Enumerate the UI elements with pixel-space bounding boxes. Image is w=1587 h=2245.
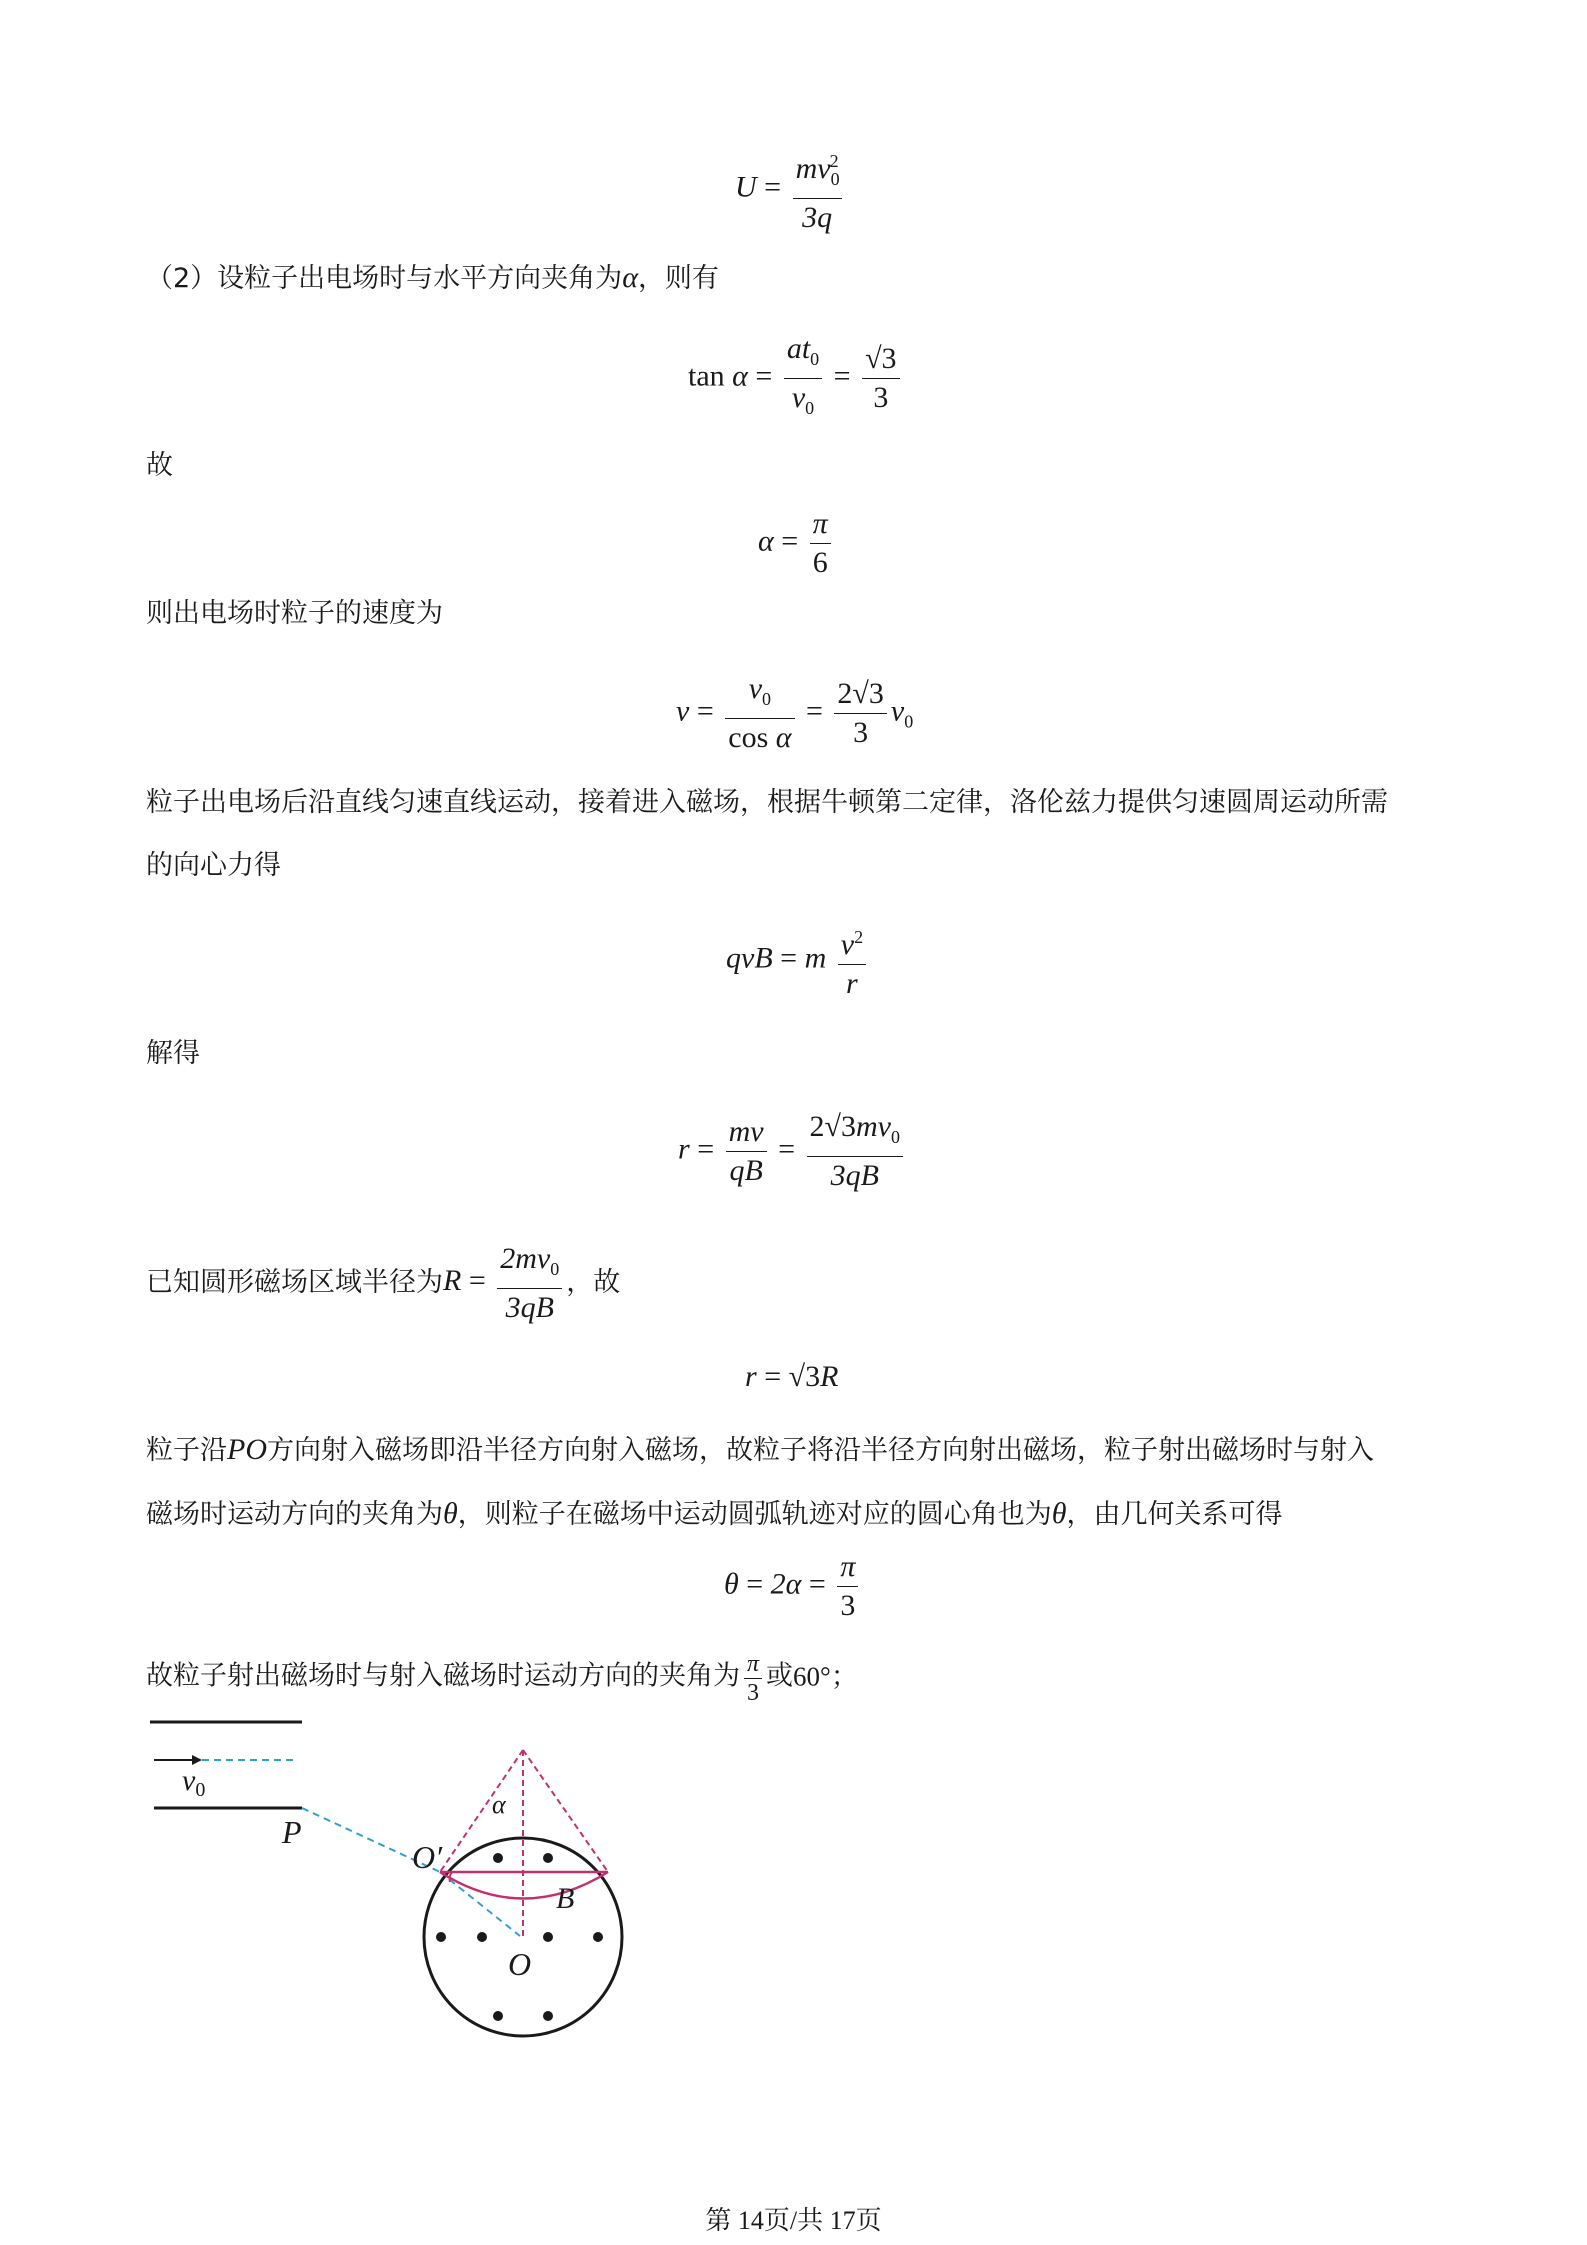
construction-dashed-left [440, 1750, 523, 1872]
paragraph-known-R: 已知圆形磁场区域半径为R = $\frac{2mv_0}{3qB}$ ，故 [146, 1242, 621, 1324]
equation-theta: θ = 2α = $\frac{\pi}{3}$ [724, 1548, 862, 1625]
label-O-prime: O′ [412, 1839, 443, 1875]
label-v0: $v_0$ [182, 1764, 206, 1801]
label-P: P [282, 1814, 302, 1850]
paragraph-therefore-1: 故 [146, 450, 173, 481]
paragraph-velocity-intro: 则出电场时粒子的速度为 [146, 598, 443, 629]
label-B: B [556, 1882, 575, 1915]
physics-diagram [140, 1700, 660, 2060]
equation-U: U = $\frac{mv_0^2}{3q}$ [735, 142, 846, 237]
paragraph-conclusion: 故粒子射出磁场时与射入磁场时运动方向的夹角为 $\frac{\pi}{3}$ 或60°； [146, 1651, 858, 1706]
paragraph-part2-intro: （2）设粒子出电场时与水平方向夹角为α，则有 [146, 261, 719, 294]
construction-dashed-right [523, 1750, 608, 1872]
paragraph-PO-line2: 磁场时运动方向的夹角为θ，则粒子在磁场中运动圆弧轨迹对应的圆心角也为θ，由几何关系可得 [146, 1497, 1283, 1530]
label-alpha: α [492, 1790, 506, 1819]
equation-alpha: α = $\frac{\pi}{6}$ [758, 505, 835, 582]
field-dots-icon [436, 1853, 603, 2021]
equation-lorentz: qvB = m $\frac{v^2}{r}$ [726, 918, 870, 1003]
paragraph-solve: 解得 [146, 1038, 200, 1069]
equation-velocity: v = $\frac{v_0}{\text{cos α}}$ = $\frac{2√3}{3}$ $v_0$ [676, 672, 914, 754]
symbol-U: U [735, 170, 757, 204]
equation-r-sqrt3R: r = √3R [745, 1360, 839, 1393]
equation-radius: r = $\frac{mv}{qB}$ = $\frac{2√3mv_0}{3qB}$ [678, 1108, 907, 1195]
paragraph-newton-line2: 的向心力得 [146, 850, 281, 881]
paragraph-PO-line1: 粒子沿PO方向射入磁场即沿半径方向射入磁场，故粒子将沿半径方向射出磁场，粒子射出磁场时与射入 [146, 1433, 1374, 1466]
page-footer: 第 14页/共 17页 [705, 2206, 882, 2235]
equation-tan-alpha: tan α = $\frac{at_0}{v_0}$ = $\frac{√3}{3}$ [688, 330, 904, 427]
paragraph-newton-line1: 粒子出电场后沿直线匀速直线运动，接着进入磁场，根据牛顿第二定律，洛伦兹力提供匀速圆周运动所需 [146, 787, 1388, 818]
label-O: O [508, 1946, 532, 1982]
radius-dashed [440, 1872, 520, 1936]
fraction: $\frac{mv_0^2}{3q}$ [793, 142, 842, 237]
